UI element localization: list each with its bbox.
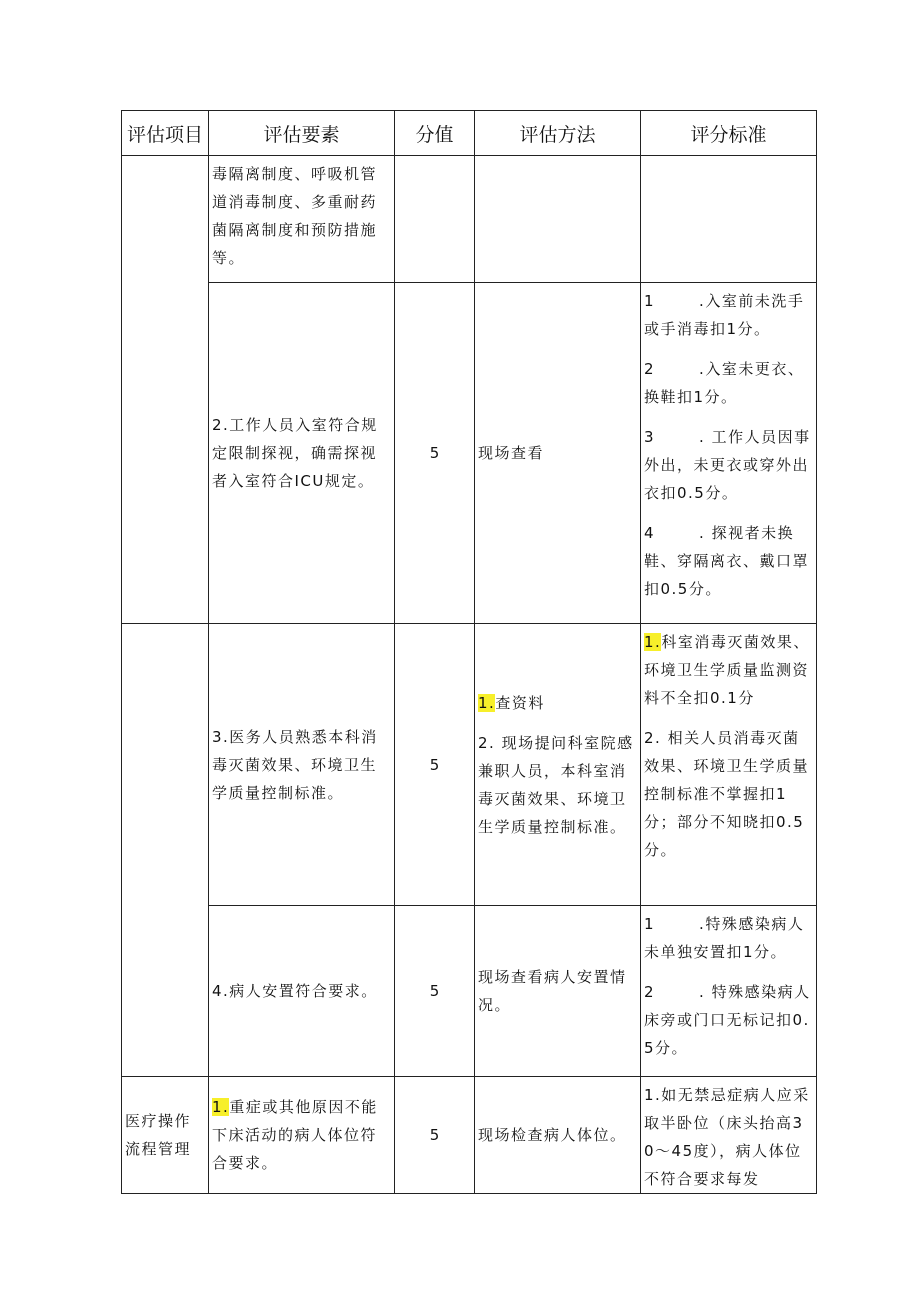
table-row xyxy=(122,1077,817,1194)
item-cell xyxy=(122,156,209,624)
element-text: 毒隔离制度、呼吸机管道消毒制度、多重耐药菌隔离制度和预防措施等。 xyxy=(212,165,378,267)
item-text: 医疗操作流程管理 xyxy=(125,1112,192,1158)
score-cell xyxy=(395,156,475,283)
method-list xyxy=(475,689,640,841)
header-method: 评估方法 xyxy=(475,111,641,156)
table-row xyxy=(122,156,817,283)
criteria-item: 2. 相关人员消毒灭菌效果、环境卫生学质量控制标准不掌握扣1分；部分不知晓扣0.5分。 xyxy=(644,729,810,859)
highlight-marker: 1. xyxy=(212,1098,230,1116)
criteria-list xyxy=(641,906,816,1062)
criteria-item: 1 .入室前未洗手或手消毒扣1分。 xyxy=(644,292,805,338)
header-element: 评估要素 xyxy=(209,111,395,156)
criteria-item: 1.科室消毒灭菌效果、环境卫生学质量监测资料不全扣0.1分 xyxy=(644,633,810,707)
table-row xyxy=(122,624,817,906)
table-row xyxy=(122,283,817,624)
method-text: 现场查看 xyxy=(478,444,545,462)
criteria-item: 2 . 特殊感染病人床旁或门口无标记扣0.5分。 xyxy=(644,983,811,1057)
element-text: 3.医务人员熟悉本科消毒灭菌效果、环境卫生学质量控制标准。 xyxy=(212,727,378,802)
header-criteria: 评分标准 xyxy=(641,111,817,156)
element-text: 1.重症或其他原因不能下床活动的病人体位符合要求。 xyxy=(212,1098,378,1172)
highlight-marker: 1. xyxy=(478,693,496,712)
highlight-marker: 1. xyxy=(644,633,662,651)
score-value: 5 xyxy=(429,755,440,774)
method-item: 2. 现场提问科室院感兼职人员，本科室消毒灭菌效果、环境卫生学质量控制标准。 xyxy=(478,733,634,836)
header-score: 分值 xyxy=(395,111,475,156)
header-row xyxy=(122,111,817,156)
criteria-list xyxy=(641,283,816,603)
element-text: 4.病人安置符合要求。 xyxy=(212,982,378,1000)
score-value: 5 xyxy=(429,444,440,462)
method-text: 现场查看病人安置情况。 xyxy=(478,968,627,1014)
element-text: 2.工作人员入室符合规定限制探视，确需探视者入室符合ICU规定。 xyxy=(212,416,378,490)
score-value: 5 xyxy=(429,1126,440,1144)
criteria-item: 4 . 探视者未换鞋、穿隔离衣、戴口罩扣0.5分。 xyxy=(644,524,810,598)
method-item: 1.查资料 xyxy=(478,693,545,712)
item-cell xyxy=(122,624,209,1077)
criteria-cell xyxy=(641,156,817,283)
criteria-list xyxy=(641,624,816,864)
criteria-item: 2 .入室未更衣、换鞋扣1分。 xyxy=(644,360,805,406)
method-cell xyxy=(475,156,641,283)
criteria-text: 1.如无禁忌症病人应采取半卧位（床头抬高30～45度），病人体位不符合要求每发 xyxy=(644,1086,810,1188)
header-item: 评估项目 xyxy=(122,111,209,156)
evaluation-table xyxy=(121,110,817,1194)
criteria-item: 3 . 工作人员因事外出，未更衣或穿外出衣扣0.5分。 xyxy=(644,428,811,502)
criteria-item: 1 .特殊感染病人未单独安置扣1分。 xyxy=(644,915,805,961)
method-text: 现场检查病人体位。 xyxy=(478,1126,627,1144)
score-value: 5 xyxy=(429,982,440,1000)
table-row xyxy=(122,906,817,1077)
